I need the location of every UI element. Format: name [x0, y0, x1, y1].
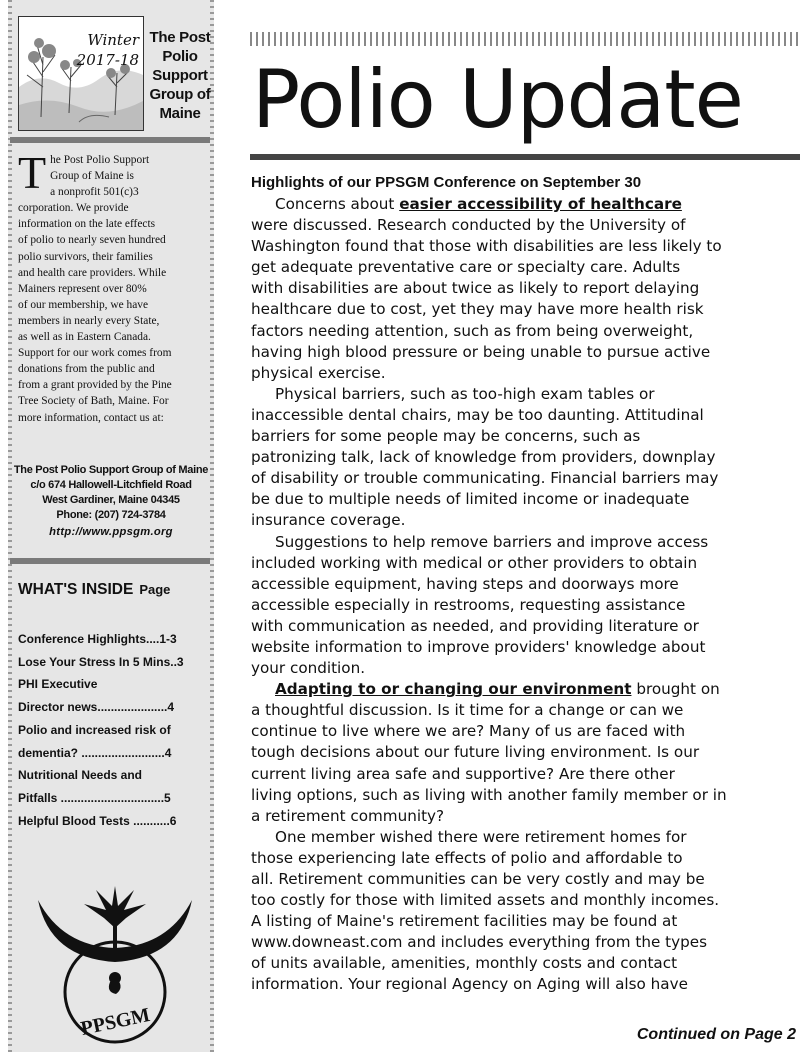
paragraph-tail: brought on	[636, 680, 720, 699]
winter-landscape-image	[18, 16, 144, 131]
paragraph-line: barriers for some people may be concerns, such as	[251, 427, 641, 446]
organization-name	[146, 28, 214, 123]
paragraph-line: inaccessible dental chairs, may be too daunting. Attitudinal	[251, 405, 704, 424]
paragraph-line: accessible equipment, having steps and doorways more	[251, 574, 679, 593]
paragraph-line	[251, 679, 799, 700]
page-column-label: Page	[139, 582, 171, 597]
about-line: information on the late effects	[18, 218, 156, 231]
sidebar-perforation-right	[210, 0, 214, 1052]
about-line: from a grant provided by the Pine	[18, 379, 172, 392]
about-line: more information, contact us at:	[18, 411, 164, 424]
article-heading: Highlights of our PPSGM Conference on September 30	[251, 174, 642, 191]
paragraph-line: too costly for those with limited assets and monthly incomes.	[251, 891, 720, 910]
paragraph-line: with communication as needed, and providing literature or	[251, 616, 699, 635]
title-rule	[250, 154, 800, 160]
org-name-line: Polio	[162, 48, 198, 65]
paragraph-line: continue to live where we are? Many of us are faced with	[251, 722, 686, 741]
about-line: as well as in Eastern Canada.	[18, 331, 151, 344]
table-of-contents	[18, 628, 208, 832]
paragraph-line: of units available, amenities, monthly costs and contact	[251, 954, 678, 973]
toc-item[interactable]: Lose Your Stress In 5 Mins..3	[18, 654, 184, 669]
website-link[interactable]: http://www.ppsgm.org	[49, 526, 173, 538]
about-line: polio survivors, their families	[18, 250, 153, 263]
toc-item[interactable]: dementia? .........................4	[18, 745, 172, 760]
about-line: and health care providers. While	[18, 266, 167, 279]
paragraph-line: Washington found that those with disabilities are less likely to	[251, 237, 722, 256]
about-line: of our membership, we have	[18, 298, 149, 311]
about-line: Support for our work comes from	[18, 347, 172, 360]
toc-item[interactable]: Helpful Blood Tests ...........6	[18, 813, 177, 828]
contact-address-line: c/o 674 Hallowell-Litchfield Road	[30, 479, 192, 491]
paragraph-line: included working with medical or other providers to obtain	[251, 553, 698, 572]
whats-inside-title: WHAT'S INSIDE	[18, 581, 134, 598]
org-name-line: Group of	[149, 86, 211, 103]
paragraph-line: of disability or trouble communicating. Financial barriers may	[251, 469, 719, 488]
paragraph-line: patronizing talk, lack of knowledge from providers, downplay	[251, 448, 716, 467]
paragraph-line: Physical barriers, such as too-high exam tables or	[275, 384, 655, 403]
sidebar-divider	[10, 558, 210, 564]
paragraph-line: get adequate preventative care or specialty care. Adults	[251, 258, 681, 277]
whats-inside-heading	[18, 581, 208, 599]
toc-item[interactable]: Director news.....................4	[18, 700, 175, 715]
paragraph-line: A listing of Maine's retirement facilities may be found at	[251, 912, 678, 931]
paragraph-line: Suggestions to help remove barriers and improve access	[275, 532, 709, 551]
article	[251, 172, 799, 996]
about-line: a nonprofit 501(c)3	[50, 186, 139, 199]
paragraph-line: living options, such as living with another family member or in	[251, 785, 727, 804]
paragraph-line: information. Your regional Agency on Aging will also have	[251, 975, 688, 994]
paragraph-line: One member wished there were retirement homes for	[275, 827, 687, 846]
paragraph-line: those experiencing late effects of polio and affordable to	[251, 848, 683, 867]
paragraph-line: accessible especially in restrooms, requesting assistance	[251, 595, 686, 614]
about-line: Tree Society of Bath, Maine. For	[18, 395, 169, 408]
ppsgm-logo	[30, 880, 200, 1045]
about-line: corporation. We provide	[18, 202, 129, 215]
paragraph-line: healthcare due to cost, yet they may have more health risk	[251, 300, 704, 319]
paragraph-line: insurance coverage.	[251, 511, 406, 530]
logo-text: PPSGM	[78, 1003, 152, 1040]
org-name-line: The Post	[149, 29, 211, 46]
toc-item[interactable]: Nutritional Needs and	[18, 768, 143, 783]
contact-address-line: West Gardiner, Maine 04345	[42, 494, 180, 506]
paragraph-line: physical exercise.	[251, 363, 386, 382]
paragraph-line: website information to improve providers' knowledge about	[251, 637, 706, 656]
contact-phone: Phone: (207) 724-3784	[56, 509, 166, 521]
paragraph-line: a thoughtful discussion. Is it time for a change or can we	[251, 701, 684, 720]
about-line: he Post Polio Support	[50, 154, 150, 166]
masthead-box	[10, 8, 210, 130]
paragraph-line: tough decisions about our future living environment. Is our	[251, 743, 700, 762]
edition-year: 2017-18	[76, 51, 139, 69]
paragraph-line: be due to multiple needs of limited income or inadequate	[251, 490, 690, 509]
paragraph-line: factors needing attention, such as from being overweight,	[251, 321, 694, 340]
org-name-line: Support	[152, 67, 208, 84]
topic-highlight: Adapting to or changing our environment	[275, 680, 632, 699]
org-name-line: Maine	[159, 105, 201, 122]
sidebar-divider	[10, 137, 210, 143]
toc-item[interactable]: Pitfalls ...............................5	[18, 790, 171, 805]
paragraph-line: www.downeast.com and includes everything from the types	[251, 933, 708, 952]
newsletter-title: Polio Update	[252, 53, 743, 146]
paragraph-lead: Concerns about	[275, 195, 395, 213]
paragraph-line: were discussed. Research conducted by the University of	[251, 216, 686, 235]
edition-season: Winter	[87, 31, 139, 49]
paragraph-line: current living area safe and supportive? Are there other	[251, 764, 675, 783]
about-line: donations from the public and	[18, 363, 155, 376]
paragraph-line: having high blood pressure or being unable to pursue active	[251, 342, 711, 361]
paragraph-line: your condition.	[251, 659, 366, 678]
toc-item[interactable]: Polio and increased risk of	[18, 722, 171, 737]
about-line: members in nearly every State,	[18, 314, 160, 327]
header-pattern	[250, 32, 798, 46]
paragraph-line: with disabilities are about twice as likely to report delaying	[251, 279, 700, 298]
contact-name: The Post Polio Support Group of Maine	[13, 464, 209, 476]
topic-highlight: easier accessibility of healthcare	[399, 195, 682, 213]
about-line: Group of Maine is	[50, 170, 134, 183]
toc-item[interactable]: PHI Executive	[18, 677, 98, 692]
paragraph-line: all. Retirement communities can be very costly and may be	[251, 870, 705, 888]
toc-item[interactable]: Conference Highlights....1-3	[18, 632, 177, 646]
paragraph-line	[251, 194, 799, 215]
paragraph-line: a retirement community?	[251, 806, 445, 825]
dropcap: T	[18, 147, 47, 198]
contact-address	[12, 463, 210, 540]
about-blurb	[18, 147, 210, 426]
about-line: of polio to nearly seven hundred	[18, 234, 166, 247]
continued-link[interactable]: Continued on Page 2	[636, 1026, 796, 1043]
about-line: Mainers represent over 80%	[18, 282, 147, 295]
